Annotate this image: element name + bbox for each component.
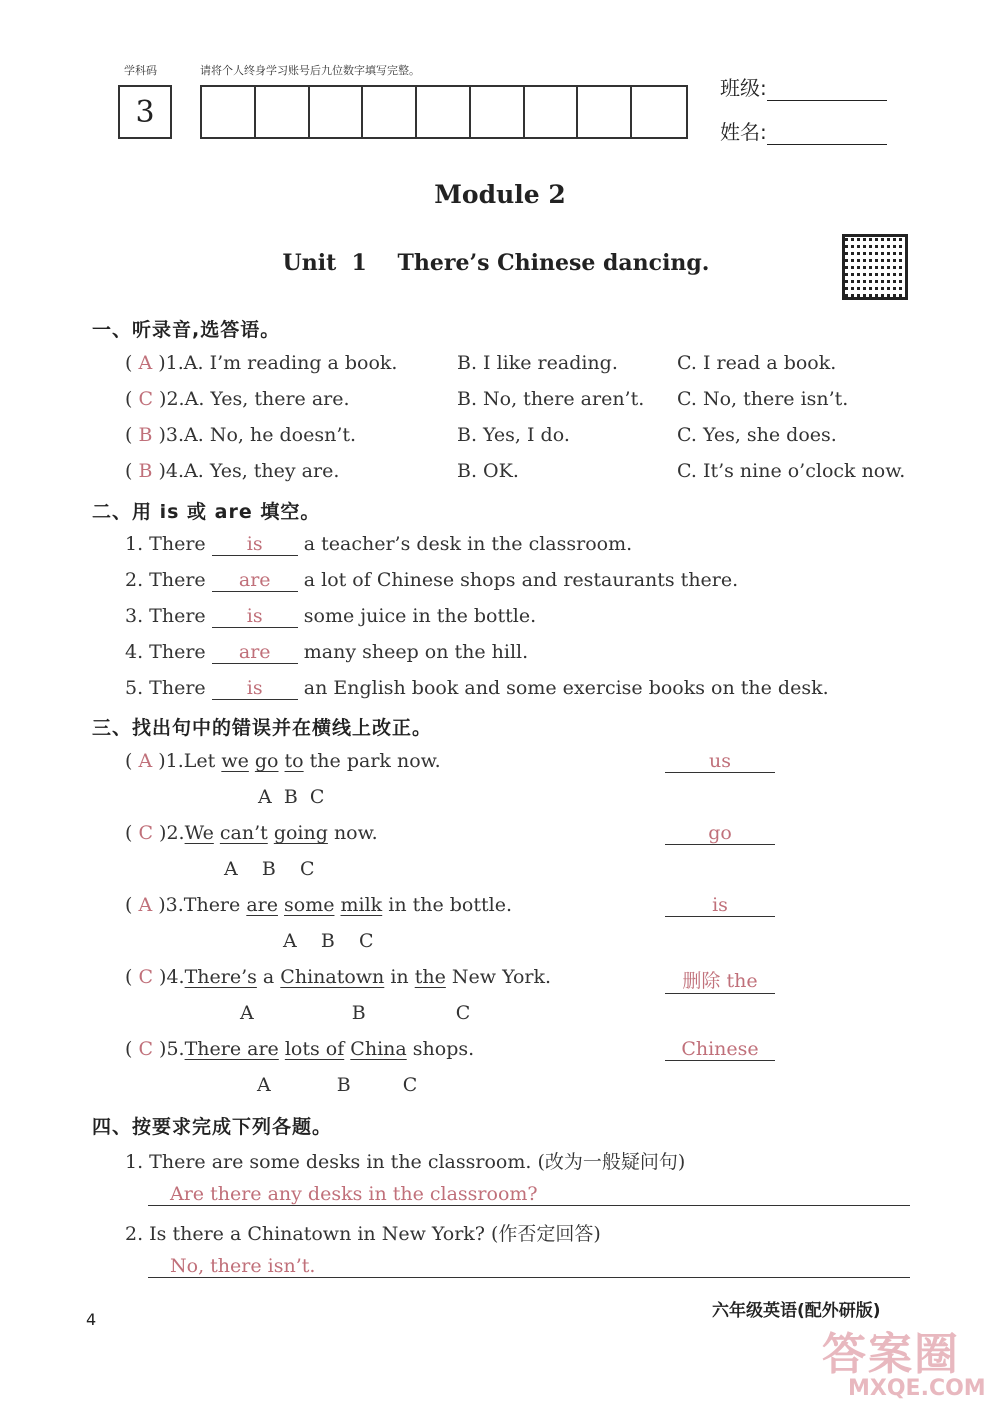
option-letters: A B C xyxy=(257,1074,418,1096)
listening-item: ( C )2.A. Yes, there are. xyxy=(125,388,350,410)
digit-box[interactable] xyxy=(471,87,525,137)
listening-item: ( B )4.A. Yes, they are. xyxy=(125,460,340,482)
digit-box[interactable] xyxy=(256,87,310,137)
fill-blank-item: 2. There are a lot of Chinese shops and restaurants there. xyxy=(125,569,739,591)
section-4-heading: 四、按要求完成下列各题。 xyxy=(92,1116,333,1138)
digit-box[interactable] xyxy=(417,87,471,137)
option-b: B. Yes, I do. xyxy=(457,424,570,446)
book-title: 六年级英语(配外研版) xyxy=(712,1301,881,1321)
fill-blank-item: 5. There is an English book and some exercise books on the desk. xyxy=(125,677,829,699)
task-answer-line[interactable] xyxy=(148,1183,910,1206)
error-item: ( C )5.There are lots of China shops. xyxy=(125,1038,475,1060)
option-b: B. OK. xyxy=(457,460,519,482)
task-question: 2. Is there a Chinatown in New York? (作否定回答) xyxy=(125,1223,601,1245)
option-c: C. Yes, she does. xyxy=(677,424,837,446)
error-item: ( C )4.There’s a Chinatown in the New York. xyxy=(125,966,552,988)
answer-blank[interactable]: are xyxy=(212,641,298,664)
option-letters: A B C xyxy=(283,930,374,952)
option-c: C. I read a book. xyxy=(677,352,837,374)
listening-item: ( B )3.A. No, he doesn’t. xyxy=(125,424,357,446)
option-c: C. It’s nine o’clock now. xyxy=(677,460,906,482)
correction-blank[interactable]: is xyxy=(665,894,775,917)
section-3-heading: 三、找出句中的错误并在横线上改正。 xyxy=(92,717,433,739)
name-label: 姓名: xyxy=(720,120,767,144)
qr-code-icon[interactable] xyxy=(842,234,908,300)
digit-box[interactable] xyxy=(363,87,417,137)
option-letters: A B C xyxy=(258,786,325,808)
module-title: Module 2 xyxy=(434,180,566,209)
watermark-logo: 答案圈 xyxy=(822,1329,960,1380)
account-digit-boxes[interactable] xyxy=(200,85,688,139)
correction-blank[interactable]: Chinese xyxy=(665,1038,775,1061)
option-b: B. I like reading. xyxy=(457,352,618,374)
class-input-line[interactable] xyxy=(767,76,887,101)
digit-box[interactable] xyxy=(632,87,686,137)
class-label: 班级: xyxy=(720,76,767,100)
error-item: ( C )2.We can’t going now. xyxy=(125,822,378,844)
subject-code-box xyxy=(118,85,172,139)
answer-blank[interactable]: are xyxy=(212,569,298,592)
error-item: ( A )1.Let we go to the park now. xyxy=(125,750,441,772)
option-letters: A B C xyxy=(240,1002,471,1024)
section-2-heading: 二、用 is 或 are 填空。 xyxy=(92,501,321,523)
answer-blank[interactable]: is xyxy=(212,533,298,556)
class-field xyxy=(720,72,887,101)
answer-blank[interactable]: is xyxy=(212,677,298,700)
subject-code-label: 学科码 xyxy=(124,64,157,77)
fill-blank-item: 1. There is a teacher’s desk in the classroom. xyxy=(125,533,633,555)
answer-blank[interactable]: is xyxy=(212,605,298,628)
watermark-url: MXQE.COM xyxy=(848,1376,986,1401)
section-1-heading: 一、听录音,选答语。 xyxy=(92,319,281,341)
name-input-line[interactable] xyxy=(767,120,887,145)
unit-title: Unit 1 There’s Chinese dancing. xyxy=(282,250,710,276)
page-number: 4 xyxy=(86,1310,97,1329)
fill-blank-item: 4. There are many sheep on the hill. xyxy=(125,641,529,663)
instruction-text: 请将个人终身学习账号后九位数字填写完整。 xyxy=(200,64,420,77)
digit-box[interactable] xyxy=(578,87,632,137)
task-answer: Are there any desks in the classroom? xyxy=(170,1183,538,1205)
digit-box[interactable] xyxy=(202,87,256,137)
digit-box[interactable] xyxy=(525,87,579,137)
error-item: ( A )3.There are some milk in the bottle. xyxy=(125,894,512,916)
task-answer: No, there isn’t. xyxy=(170,1255,316,1277)
correction-blank[interactable]: us xyxy=(665,750,775,773)
listening-item: ( A )1.A. I’m reading a book. xyxy=(125,352,398,374)
task-answer-line[interactable] xyxy=(148,1255,910,1278)
option-b: B. No, there aren’t. xyxy=(457,388,645,410)
option-letters: A B C xyxy=(224,858,315,880)
fill-blank-item: 3. There is some juice in the bottle. xyxy=(125,605,537,627)
name-field xyxy=(720,116,887,145)
subject-code: 3 xyxy=(135,94,155,130)
correction-blank[interactable]: 删除 the xyxy=(665,966,775,994)
correction-blank[interactable]: go xyxy=(665,822,775,845)
digit-box[interactable] xyxy=(310,87,364,137)
task-question: 1. There are some desks in the classroom. (改为一般疑问句) xyxy=(125,1151,686,1173)
option-c: C. No, there isn’t. xyxy=(677,388,849,410)
